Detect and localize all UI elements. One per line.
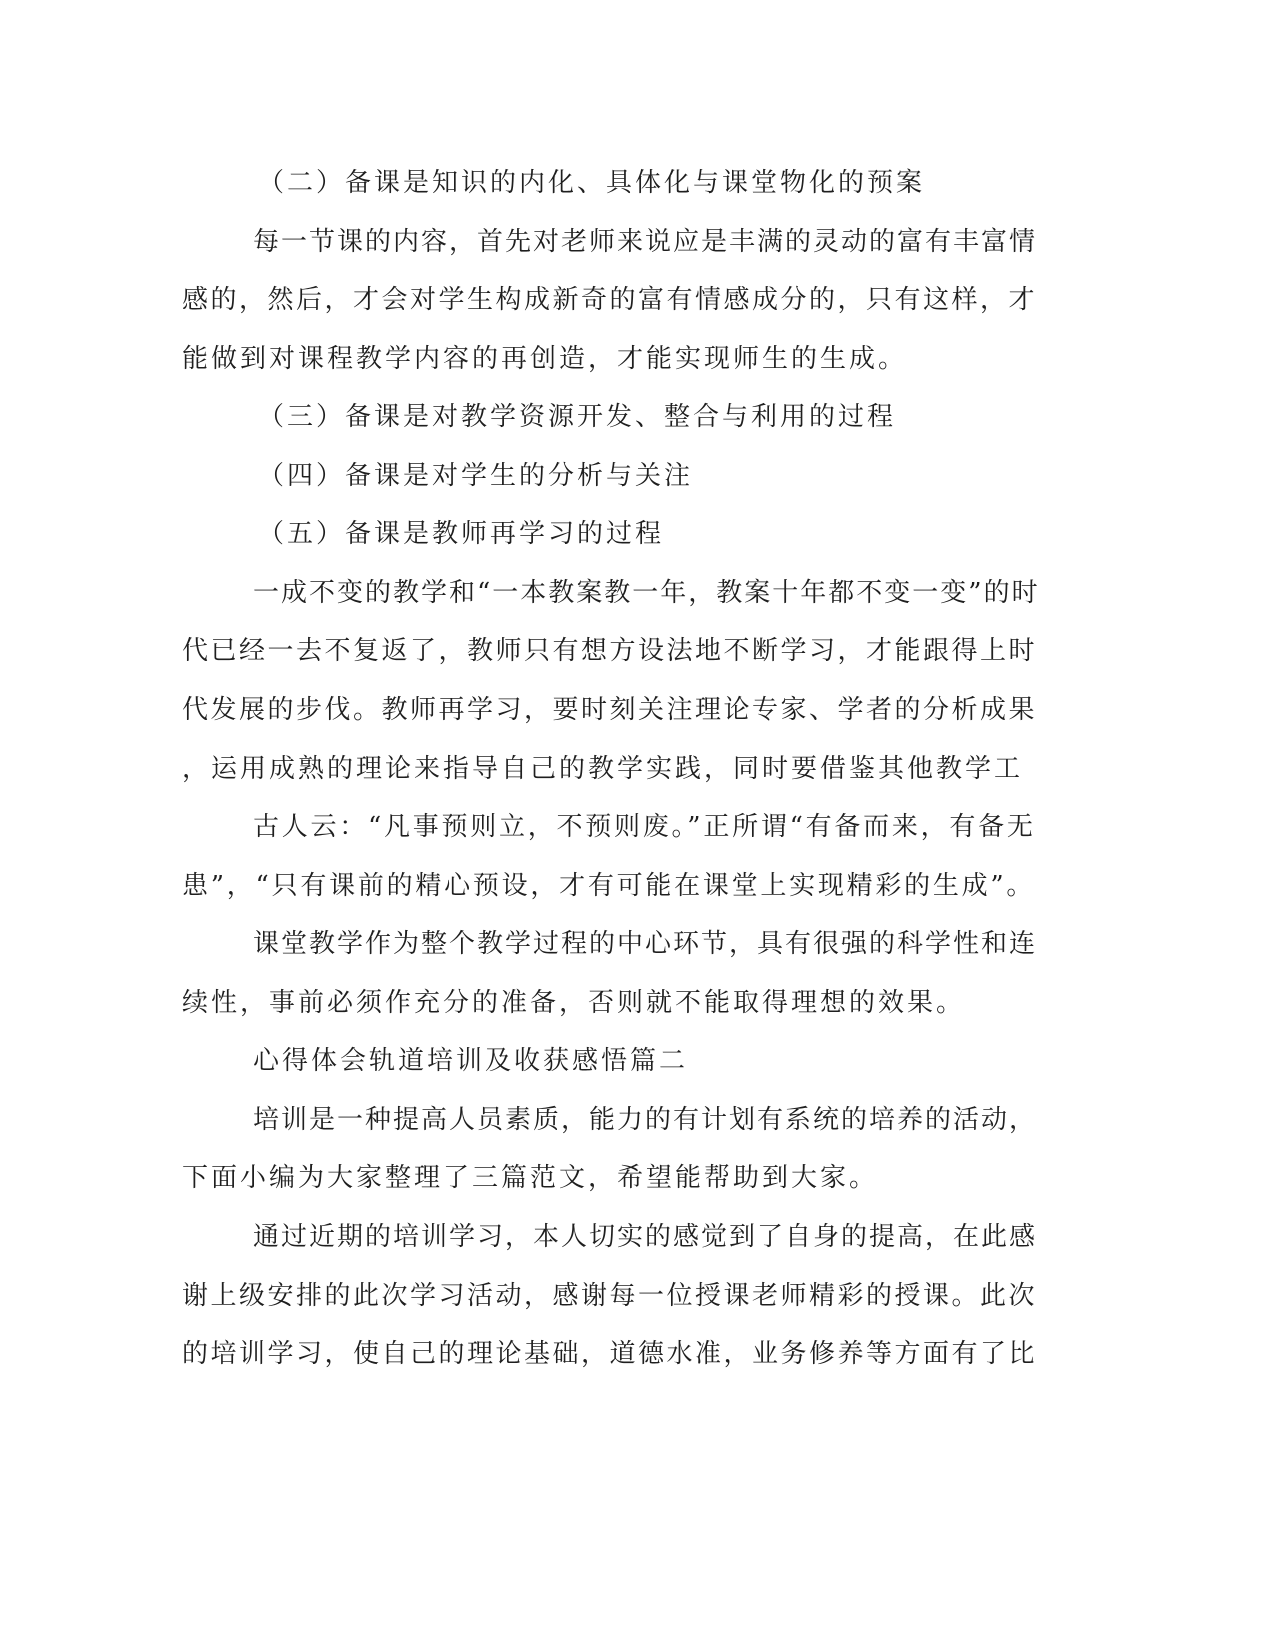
paragraph-line: 谢上级安排的此次学习活动，感谢每一位授课老师精彩的授课。此次 xyxy=(182,1281,1038,1311)
paragraph-line: 续性，事前必须作充分的准备，否则就不能取得理想的效果。 xyxy=(182,988,966,1018)
paragraph-line: ，运用成熟的理论来指导自己的教学实践，同时要借鉴其他教学工 xyxy=(182,754,1024,784)
paragraph-line: 患”，“只有课前的精心预设，才有可能在课堂上实现精彩的生成”。 xyxy=(182,871,1036,901)
paragraph-line: 的培训学习，使自己的理论基础，道德水准，业务修养等方面有了比 xyxy=(182,1339,1038,1369)
paragraph-line: 下面小编为大家整理了三篇范文，希望能帮助到大家。 xyxy=(182,1163,879,1193)
article-heading: 心得体会轨道培训及收获感悟篇二 xyxy=(253,1046,689,1076)
paragraph-line: 感的，然后，才会对学生构成新奇的富有情感成分的，只有这样，才 xyxy=(182,285,1038,315)
paragraph-line: 代已经一去不复返了，教师只有想方设法地不断学习，才能跟得上时 xyxy=(182,636,1038,666)
section-heading-4: （四）备课是对学生的分析与关注 xyxy=(258,461,694,491)
paragraph-line: 代发展的步伐。教师再学习，要时刻关注理论专家、学者的分析成果 xyxy=(182,695,1038,725)
paragraph-line: 能做到对课程教学内容的再创造，才能实现师生的生成。 xyxy=(182,344,908,374)
paragraph-line: 课堂教学作为整个教学过程的中心环节，具有很强的科学性和连 xyxy=(253,929,1038,959)
paragraph-line: 一成不变的教学和“一本教案教一年，教案十年都不变一变”的时 xyxy=(253,578,1040,608)
section-heading-2: （二）备课是知识的内化、具体化与课堂物化的预案 xyxy=(258,168,926,198)
section-heading-3: （三）备课是对教学资源开发、整合与利用的过程 xyxy=(258,402,897,432)
paragraph-line: 每一节课的内容，首先对老师来说应是丰满的灵动的富有丰富情 xyxy=(253,227,1038,257)
paragraph-line: 培训是一种提高人员素质，能力的有计划有系统的培养的活动， xyxy=(253,1105,1038,1135)
section-heading-5: （五）备课是教师再学习的过程 xyxy=(258,519,665,549)
paragraph-line: 通过近期的培训学习，本人切实的感觉到了自身的提高，在此感 xyxy=(253,1222,1038,1252)
paragraph-line: 古人云：“凡事预则立，不预则废。”正所谓“有备而来，有备无 xyxy=(253,812,1036,842)
